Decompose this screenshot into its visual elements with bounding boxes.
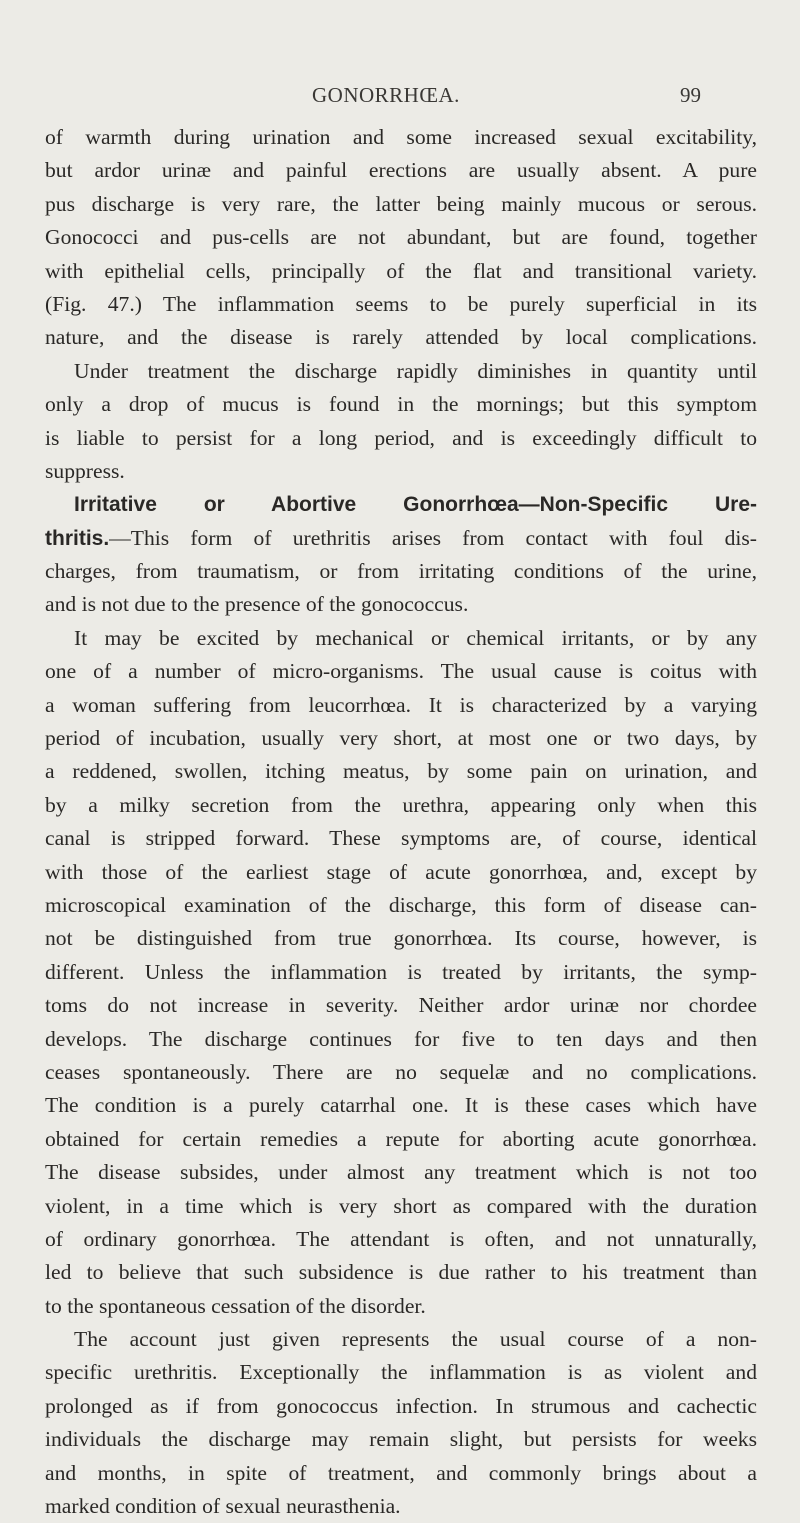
line-text: by a milky secretion from the urethra, appearing only when this <box>45 792 757 817</box>
line-text: is liable to persist for a long period, and is exceedingly difficult to <box>45 425 757 450</box>
text-line <box>45 1089 757 1122</box>
line-text: obtained for certain remedies a repute for aborting acute gonorrhœa. <box>45 1126 757 1151</box>
line-text: marked condition of sexual neurasthenia. <box>45 1494 401 1519</box>
line-text: The disease subsides, under almost any treatment which is not too <box>45 1160 757 1185</box>
page-number: 99 <box>680 83 701 107</box>
line-text: of warmth during urination and some increased sexual excitability, <box>45 125 757 149</box>
text-line <box>45 1323 757 1356</box>
text-line <box>45 388 757 421</box>
section-heading: Irritative or Abortive Gonorrhœa—Non-Specific Ure- <box>74 493 757 517</box>
text-line <box>45 1156 757 1189</box>
text-line <box>45 488 757 521</box>
line-text: Under treatment the discharge rapidly diminishes in quantity until <box>74 358 757 383</box>
text-line <box>45 422 757 455</box>
body-text <box>45 121 757 1523</box>
text-line <box>45 355 757 388</box>
text-line <box>45 856 757 889</box>
running-title: GONORRHŒA. <box>312 83 460 107</box>
text-line <box>45 221 757 254</box>
text-line <box>45 522 757 555</box>
line-text: a reddened, swollen, itching meatus, by some pain on urination, and <box>45 759 757 784</box>
line-text: individuals the discharge may remain slight, but persists for weeks <box>45 1427 757 1452</box>
text-line <box>45 956 757 989</box>
line-text: —This form of urethritis arises from contact with foul dis- <box>109 525 757 550</box>
text-line <box>45 1423 757 1456</box>
line-text: but ardor urinæ and painful erections are usually absent. A pure <box>45 158 757 183</box>
text-line <box>45 555 757 588</box>
line-text: The condition is a purely catarrhal one. It is these cases which have <box>45 1093 757 1118</box>
line-text: not be distinguished from true gonorrhœa. Its course, however, is <box>45 926 757 951</box>
line-text: charges, from traumatism, or from irritating conditions of the urine, <box>45 559 757 584</box>
line-text: toms do not increase in severity. Neither ardor urinæ nor chordee <box>45 993 757 1018</box>
text-line <box>45 1256 757 1289</box>
line-text: suppress. <box>45 458 125 483</box>
line-text: develops. The discharge continues for five to ten days and then <box>45 1026 757 1051</box>
text-line <box>45 755 757 788</box>
line-text: only a drop of mucus is found in the mornings; but this symptom <box>45 392 757 417</box>
line-text: canal is stripped forward. These symptoms are, of course, identical <box>45 826 757 851</box>
text-line <box>45 722 757 755</box>
section-heading: thritis. <box>45 526 110 550</box>
text-line <box>45 121 757 154</box>
text-line <box>45 655 757 688</box>
text-line <box>45 1123 757 1156</box>
text-line <box>45 1190 757 1223</box>
text-line <box>45 922 757 955</box>
line-text: It may be excited by mechanical or chemical irritants, or by any <box>74 625 757 650</box>
line-text: and months, in spite of treatment, and commonly brings about a <box>45 1460 757 1485</box>
text-line <box>45 588 757 621</box>
line-text: one of a number of micro-organisms. The usual cause is coitus with <box>45 659 757 684</box>
line-text: period of incubation, usually very short, at most one or two days, by <box>45 726 757 751</box>
line-text: violent, in a time which is very short as compared with the duration <box>45 1193 757 1218</box>
line-text: different. Unless the inflammation is treated by irritants, the symp- <box>45 959 757 984</box>
line-text: led to believe that such subsidence is due rather to his treatment than <box>45 1260 757 1285</box>
line-text: Gonococci and pus-cells are not abundant, but are found, together <box>45 225 757 250</box>
text-line <box>45 689 757 722</box>
line-text: and is not due to the presence of the gonococcus. <box>45 592 469 617</box>
text-line <box>45 889 757 922</box>
text-line <box>45 1356 757 1389</box>
text-line <box>45 154 757 187</box>
line-text: nature, and the disease is rarely attended by local complications. <box>45 325 757 350</box>
text-line <box>45 1457 757 1490</box>
text-line <box>45 789 757 822</box>
line-text: specific urethritis. Exceptionally the inflammation is as violent and <box>45 1360 757 1385</box>
text-line <box>45 1290 757 1323</box>
line-text: pus discharge is very rare, the latter being mainly mucous or serous. <box>45 191 757 216</box>
line-text: (Fig. 47.) The inflammation seems to be purely superficial in its <box>45 291 757 316</box>
text-line <box>45 288 757 321</box>
text-line <box>45 1390 757 1423</box>
text-line <box>45 622 757 655</box>
text-line <box>45 1056 757 1089</box>
line-text: with those of the earliest stage of acute gonorrhœa, and, except by <box>45 859 757 884</box>
line-text: prolonged as if from gonococcus infection. In strumous and cachectic <box>45 1393 757 1418</box>
text-line <box>45 188 757 221</box>
line-text: to the spontaneous cessation of the disorder. <box>45 1293 426 1318</box>
text-line <box>45 455 757 488</box>
line-text: a woman suffering from leucorrhœa. It is characterized by a varying <box>45 692 757 717</box>
text-line <box>45 255 757 288</box>
line-text: The account just given represents the usual course of a non- <box>74 1327 757 1352</box>
line-text: of ordinary gonorrhœa. The attendant is often, and not unnaturally, <box>45 1226 757 1251</box>
text-line <box>45 1490 757 1523</box>
running-head <box>0 83 800 113</box>
text-line <box>45 822 757 855</box>
line-text: ceases spontaneously. There are no sequelæ and no complications. <box>45 1059 757 1084</box>
text-line <box>45 1023 757 1056</box>
text-line <box>45 1223 757 1256</box>
text-line <box>45 989 757 1022</box>
line-text: microscopical examination of the discharge, this form of disease can- <box>45 892 757 917</box>
line-text: with epithelial cells, principally of the flat and transitional variety. <box>45 258 757 283</box>
text-line <box>45 321 757 354</box>
